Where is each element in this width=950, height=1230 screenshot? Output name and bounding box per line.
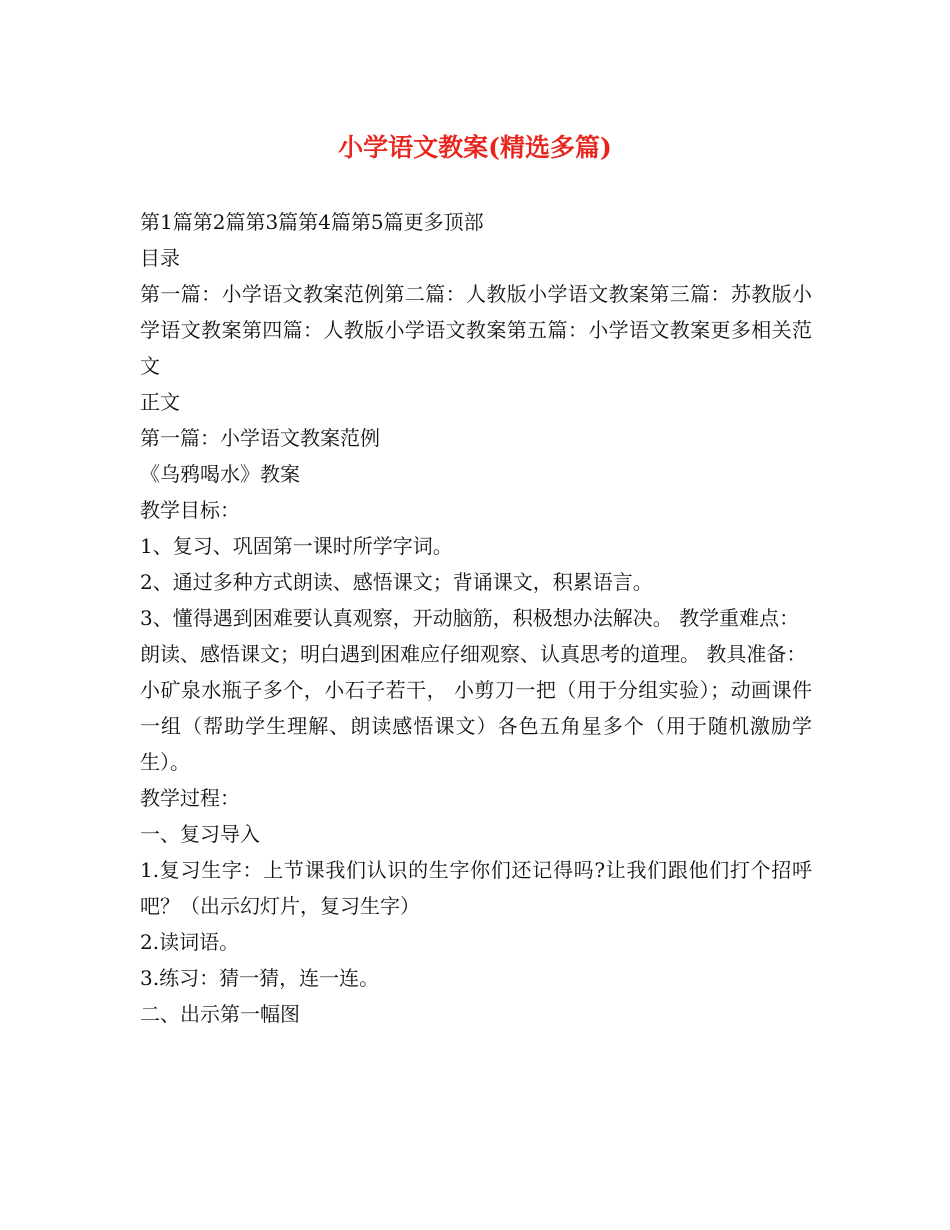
paragraph-lesson-title: 《乌鸦喝水》教案 [140,462,300,486]
paragraph-process-heading: 教学过程： [140,786,240,810]
paragraph-nav-links: 第1篇第2篇第3篇第4篇第5篇更多顶部 [140,210,484,234]
paragraph-section-1: 一、复习导入 [140,822,260,846]
paragraph-goal-3: 3、懂得遇到困难要认真观察，开动脑筋，积极想办法解决。 教学重难点： [140,606,800,630]
paragraph-chapter-title: 第一篇：小学语文教案范例 [140,426,380,450]
paragraph-toc-list: 第一篇：小学语文教案范例第二篇：人教版小学语文教案第三篇：苏教版小学语文教案第四篇：人教版小学语文教案第五篇：小学语文教案更多相关范文 [140,282,812,378]
paragraph-goal-2: 2、通过多种方式朗读、感悟课文；背诵课文，积累语言。 [140,570,653,594]
paragraph-step-3: 3.练习：猜一猜，连一连。 [140,966,380,990]
paragraph-goal-1: 1、复习、巩固第一课时所学字词。 [140,534,453,558]
paragraph-section-2: 二、出示第一幅图 [140,1002,300,1026]
document-title: 小学语文教案(精选多篇) [338,133,612,162]
paragraph-step-1: 1.复习生字：上节课我们认识的生字你们还记得吗?让我们跟他们打个招呼吧？（出示幻灯片，复习生字） [140,858,812,918]
paragraph-materials: 小矿泉水瓶子多个，小石子若干， 小剪刀一把（用于分组实验）；动画课件一组（帮助学生理解、朗读感悟课文）各色五角星多个（用于随机激励学生）。 [140,678,812,774]
document-body [140,204,812,1032]
paragraph-goals-heading: 教学目标： [140,498,240,522]
paragraph-key-points: 朗读、感悟课文；明白遇到困难应仔细观察、认真思考的道理。 教具准备： [140,642,807,666]
paragraph-body-heading: 正文 [140,390,180,414]
paragraph-toc-heading: 目录 [140,246,180,270]
paragraph-step-2: 2.读词语。 [140,930,240,954]
